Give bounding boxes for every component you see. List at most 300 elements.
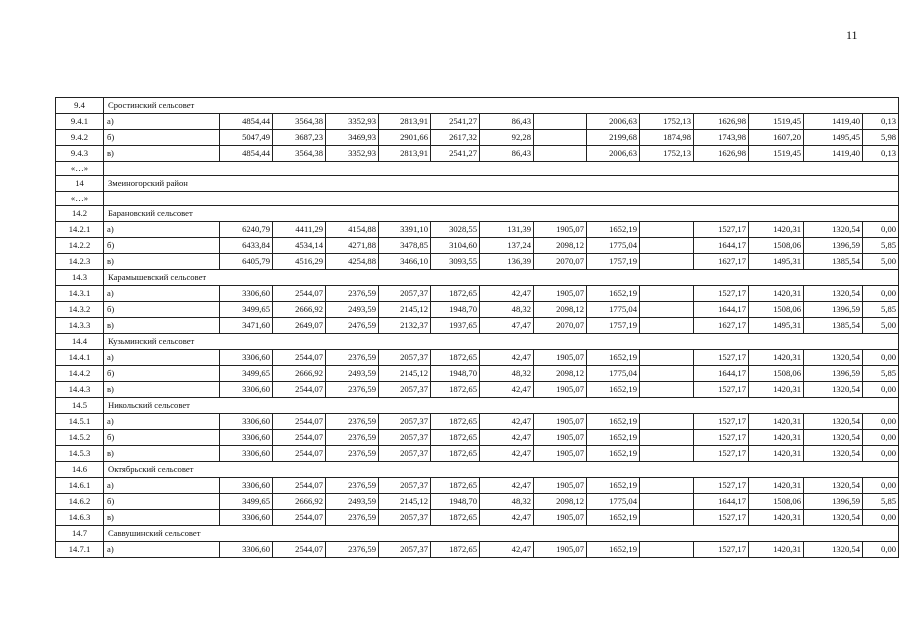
value-cell: 1385,54 <box>804 318 863 334</box>
value-cell: 0,00 <box>863 446 899 462</box>
value-cell: 3306,60 <box>220 446 273 462</box>
row-code: 14.3.1 <box>56 286 104 302</box>
value-cell: 1420,31 <box>749 542 804 558</box>
value-cell: 3093,55 <box>431 254 480 270</box>
value-cell: 1775,04 <box>587 302 640 318</box>
row-option: в) <box>104 446 220 462</box>
value-cell: 1652,19 <box>587 414 640 430</box>
value-cell: 1652,19 <box>587 286 640 302</box>
value-cell: 2493,59 <box>326 366 379 382</box>
value-cell: 2376,59 <box>326 350 379 366</box>
row-code: «…» <box>56 162 104 176</box>
value-cell: 1775,04 <box>587 494 640 510</box>
value-cell: 3499,65 <box>220 494 273 510</box>
value-cell <box>640 542 694 558</box>
value-cell: 1627,17 <box>694 318 749 334</box>
row-code: 14.3.3 <box>56 318 104 334</box>
value-cell: 1652,19 <box>587 430 640 446</box>
table-row <box>56 238 899 254</box>
value-cell: 3306,60 <box>220 286 273 302</box>
value-cell: 1495,31 <box>749 254 804 270</box>
value-cell: 1385,54 <box>804 254 863 270</box>
row-code: 14.7 <box>56 526 104 542</box>
value-cell: 2376,59 <box>326 542 379 558</box>
row-code: 14.6.1 <box>56 478 104 494</box>
table-row <box>56 286 899 302</box>
value-cell: 42,47 <box>480 446 534 462</box>
value-cell: 0,00 <box>863 478 899 494</box>
value-cell: 1519,45 <box>749 114 804 130</box>
value-cell: 1527,17 <box>694 382 749 398</box>
value-cell: 1527,17 <box>694 542 749 558</box>
value-cell: 2132,37 <box>379 318 431 334</box>
value-cell: 0,00 <box>863 382 899 398</box>
value-cell: 1320,54 <box>804 414 863 430</box>
section-title: Сростинский сельсовет <box>104 98 899 114</box>
value-cell: 3306,60 <box>220 478 273 494</box>
value-cell: 0,00 <box>863 542 899 558</box>
value-cell: 5,85 <box>863 494 899 510</box>
value-cell <box>640 382 694 398</box>
table-row <box>56 114 899 130</box>
row-option: а) <box>104 414 220 430</box>
value-cell: 1872,65 <box>431 286 480 302</box>
value-cell: 42,47 <box>480 286 534 302</box>
row-option: в) <box>104 254 220 270</box>
value-cell: 3306,60 <box>220 542 273 558</box>
value-cell: 42,47 <box>480 414 534 430</box>
value-cell: 5047,49 <box>220 130 273 146</box>
value-cell: 2901,66 <box>379 130 431 146</box>
value-cell: 1396,59 <box>804 366 863 382</box>
value-cell: 1905,07 <box>534 542 587 558</box>
row-option: б) <box>104 494 220 510</box>
row-option: в) <box>104 146 220 162</box>
row-option: в) <box>104 318 220 334</box>
row-code: 14.4 <box>56 334 104 350</box>
section-title: Кузьминский сельсовет <box>104 334 899 350</box>
value-cell: 1320,54 <box>804 430 863 446</box>
value-cell: 3466,10 <box>379 254 431 270</box>
value-cell: 1905,07 <box>534 430 587 446</box>
row-option: в) <box>104 510 220 526</box>
value-cell: 1874,98 <box>640 130 694 146</box>
table-row <box>56 302 899 318</box>
value-cell: 1508,06 <box>749 366 804 382</box>
value-cell: 1626,98 <box>694 146 749 162</box>
value-cell: 2070,07 <box>534 318 587 334</box>
value-cell: 3352,93 <box>326 146 379 162</box>
table-row <box>56 446 899 462</box>
value-cell: 86,43 <box>480 114 534 130</box>
value-cell: 2476,59 <box>326 318 379 334</box>
value-cell: 1396,59 <box>804 494 863 510</box>
value-cell: 1320,54 <box>804 510 863 526</box>
row-code: 14.3.2 <box>56 302 104 318</box>
value-cell: 1905,07 <box>534 350 587 366</box>
value-cell: 1527,17 <box>694 510 749 526</box>
value-cell: 3499,65 <box>220 366 273 382</box>
value-cell: 1948,70 <box>431 494 480 510</box>
value-cell: 4271,88 <box>326 238 379 254</box>
value-cell: 1508,06 <box>749 238 804 254</box>
value-cell: 3306,60 <box>220 510 273 526</box>
value-cell: 2541,27 <box>431 146 480 162</box>
value-cell <box>640 414 694 430</box>
value-cell: 2057,37 <box>379 286 431 302</box>
value-cell: 2376,59 <box>326 430 379 446</box>
value-cell <box>640 238 694 254</box>
value-cell: 0,13 <box>863 114 899 130</box>
value-cell: 136,39 <box>480 254 534 270</box>
value-cell: 1495,31 <box>749 318 804 334</box>
value-cell: 1508,06 <box>749 302 804 318</box>
row-code: «…» <box>56 192 104 206</box>
table-row <box>56 510 899 526</box>
row-code: 14.3 <box>56 270 104 286</box>
section-row <box>56 462 899 478</box>
value-cell: 42,47 <box>480 478 534 494</box>
value-cell: 1652,19 <box>587 510 640 526</box>
value-cell: 2813,91 <box>379 114 431 130</box>
value-cell: 2666,92 <box>273 302 326 318</box>
value-cell: 1872,65 <box>431 510 480 526</box>
value-cell: 3028,55 <box>431 222 480 238</box>
value-cell: 2098,12 <box>534 302 587 318</box>
row-code: 9.4.1 <box>56 114 104 130</box>
value-cell: 1905,07 <box>534 510 587 526</box>
value-cell: 6405,79 <box>220 254 273 270</box>
value-cell: 5,85 <box>863 302 899 318</box>
section-row <box>56 398 899 414</box>
value-cell: 1652,19 <box>587 446 640 462</box>
row-code: 14.6 <box>56 462 104 478</box>
row-option: а) <box>104 286 220 302</box>
value-cell: 42,47 <box>480 382 534 398</box>
value-cell: 0,00 <box>863 222 899 238</box>
value-cell: 1905,07 <box>534 478 587 494</box>
tariff-table <box>55 97 899 558</box>
row-option: а) <box>104 542 220 558</box>
value-cell: 1872,65 <box>431 414 480 430</box>
value-cell: 2617,32 <box>431 130 480 146</box>
value-cell: 1752,13 <box>640 146 694 162</box>
ellipsis-cell <box>104 162 899 176</box>
value-cell: 4854,44 <box>220 146 273 162</box>
value-cell <box>640 302 694 318</box>
value-cell: 3306,60 <box>220 414 273 430</box>
value-cell: 1937,65 <box>431 318 480 334</box>
value-cell <box>640 286 694 302</box>
value-cell: 2006,63 <box>587 146 640 162</box>
value-cell: 48,32 <box>480 494 534 510</box>
value-cell: 1495,45 <box>804 130 863 146</box>
value-cell: 3564,38 <box>273 114 326 130</box>
row-option: б) <box>104 366 220 382</box>
value-cell: 2544,07 <box>273 430 326 446</box>
value-cell: 3564,38 <box>273 146 326 162</box>
value-cell: 0,13 <box>863 146 899 162</box>
value-cell: 3104,60 <box>431 238 480 254</box>
table-row <box>56 414 899 430</box>
row-option: б) <box>104 238 220 254</box>
value-cell <box>640 478 694 494</box>
value-cell: 4534,14 <box>273 238 326 254</box>
value-cell: 1872,65 <box>431 382 480 398</box>
value-cell: 0,00 <box>863 350 899 366</box>
value-cell: 2376,59 <box>326 286 379 302</box>
row-option: а) <box>104 478 220 494</box>
row-option: б) <box>104 430 220 446</box>
value-cell: 3687,23 <box>273 130 326 146</box>
row-option: а) <box>104 350 220 366</box>
value-cell: 1420,31 <box>749 350 804 366</box>
section-row <box>56 526 899 542</box>
value-cell: 1652,19 <box>587 350 640 366</box>
value-cell <box>534 130 587 146</box>
value-cell: 1872,65 <box>431 430 480 446</box>
value-cell: 2493,59 <box>326 302 379 318</box>
value-cell: 1905,07 <box>534 382 587 398</box>
value-cell: 2376,59 <box>326 382 379 398</box>
section-row <box>56 334 899 350</box>
value-cell: 5,00 <box>863 318 899 334</box>
value-cell: 1420,31 <box>749 222 804 238</box>
value-cell: 1420,31 <box>749 414 804 430</box>
value-cell: 1527,17 <box>694 222 749 238</box>
table-row <box>56 350 899 366</box>
value-cell: 2544,07 <box>273 446 326 462</box>
value-cell: 1420,31 <box>749 286 804 302</box>
row-code: 14.4.1 <box>56 350 104 366</box>
value-cell: 131,39 <box>480 222 534 238</box>
value-cell: 1607,20 <box>749 130 804 146</box>
value-cell: 2006,63 <box>587 114 640 130</box>
table-row <box>56 382 899 398</box>
row-code: 14.6.3 <box>56 510 104 526</box>
value-cell: 4154,88 <box>326 222 379 238</box>
row-code: 14.6.2 <box>56 494 104 510</box>
ellipsis-cell <box>104 192 899 206</box>
value-cell: 5,98 <box>863 130 899 146</box>
value-cell: 2057,37 <box>379 542 431 558</box>
value-cell: 1320,54 <box>804 542 863 558</box>
value-cell: 1775,04 <box>587 238 640 254</box>
row-code: 9.4.3 <box>56 146 104 162</box>
value-cell: 2666,92 <box>273 494 326 510</box>
value-cell: 1757,19 <box>587 318 640 334</box>
value-cell: 2098,12 <box>534 238 587 254</box>
value-cell: 1320,54 <box>804 478 863 494</box>
value-cell: 2544,07 <box>273 510 326 526</box>
value-cell: 1872,65 <box>431 478 480 494</box>
value-cell: 1644,17 <box>694 238 749 254</box>
value-cell: 2376,59 <box>326 414 379 430</box>
value-cell: 1527,17 <box>694 286 749 302</box>
value-cell: 2666,92 <box>273 366 326 382</box>
value-cell: 1872,65 <box>431 350 480 366</box>
value-cell: 137,24 <box>480 238 534 254</box>
value-cell: 0,00 <box>863 430 899 446</box>
value-cell: 1872,65 <box>431 446 480 462</box>
value-cell: 42,47 <box>480 430 534 446</box>
value-cell: 1775,04 <box>587 366 640 382</box>
value-cell: 1652,19 <box>587 478 640 494</box>
page-number: 11 <box>846 28 858 42</box>
table-row <box>56 130 899 146</box>
value-cell: 2057,37 <box>379 382 431 398</box>
value-cell: 48,32 <box>480 302 534 318</box>
value-cell: 1527,17 <box>694 414 749 430</box>
ellipsis-row <box>56 192 899 206</box>
value-cell: 4516,29 <box>273 254 326 270</box>
value-cell: 3499,65 <box>220 302 273 318</box>
value-cell: 1519,45 <box>749 146 804 162</box>
value-cell: 1627,17 <box>694 254 749 270</box>
value-cell: 2057,37 <box>379 430 431 446</box>
value-cell: 2145,12 <box>379 302 431 318</box>
section-title: Змеиногорский район <box>104 176 899 192</box>
value-cell: 1320,54 <box>804 446 863 462</box>
row-code: 14.2.2 <box>56 238 104 254</box>
value-cell: 2544,07 <box>273 350 326 366</box>
value-cell: 1644,17 <box>694 366 749 382</box>
value-cell: 1320,54 <box>804 222 863 238</box>
value-cell: 2057,37 <box>379 350 431 366</box>
section-title: Никольский сельсовет <box>104 398 899 414</box>
row-code: 14.4.3 <box>56 382 104 398</box>
value-cell: 2493,59 <box>326 494 379 510</box>
value-cell <box>640 430 694 446</box>
value-cell: 1752,13 <box>640 114 694 130</box>
value-cell: 3469,93 <box>326 130 379 146</box>
value-cell: 2145,12 <box>379 366 431 382</box>
value-cell <box>640 366 694 382</box>
value-cell: 1420,31 <box>749 446 804 462</box>
value-cell: 48,32 <box>480 366 534 382</box>
value-cell: 1743,98 <box>694 130 749 146</box>
row-code: 14 <box>56 176 104 192</box>
value-cell: 1948,70 <box>431 366 480 382</box>
value-cell: 2057,37 <box>379 478 431 494</box>
table-row <box>56 366 899 382</box>
row-option: б) <box>104 302 220 318</box>
value-cell: 2376,59 <box>326 510 379 526</box>
value-cell: 1527,17 <box>694 446 749 462</box>
value-cell: 2376,59 <box>326 446 379 462</box>
value-cell <box>640 318 694 334</box>
value-cell <box>640 222 694 238</box>
value-cell: 2544,07 <box>273 286 326 302</box>
value-cell: 2070,07 <box>534 254 587 270</box>
value-cell: 2199,68 <box>587 130 640 146</box>
table-row <box>56 430 899 446</box>
value-cell: 2544,07 <box>273 542 326 558</box>
value-cell: 5,85 <box>863 366 899 382</box>
value-cell <box>640 510 694 526</box>
value-cell: 2098,12 <box>534 366 587 382</box>
value-cell: 92,28 <box>480 130 534 146</box>
value-cell: 1420,31 <box>749 478 804 494</box>
row-code: 14.5.1 <box>56 414 104 430</box>
value-cell: 0,00 <box>863 414 899 430</box>
section-title: Саввушинский сельсовет <box>104 526 899 542</box>
section-row <box>56 206 899 222</box>
value-cell: 1527,17 <box>694 430 749 446</box>
value-cell: 2057,37 <box>379 414 431 430</box>
row-code: 14.2 <box>56 206 104 222</box>
value-cell: 2541,27 <box>431 114 480 130</box>
value-cell: 1396,59 <box>804 238 863 254</box>
value-cell: 1905,07 <box>534 222 587 238</box>
section-row <box>56 176 899 192</box>
row-code: 9.4 <box>56 98 104 114</box>
value-cell <box>640 254 694 270</box>
table-row <box>56 542 899 558</box>
value-cell: 5,00 <box>863 254 899 270</box>
value-cell: 1527,17 <box>694 478 749 494</box>
table-body <box>56 98 899 558</box>
value-cell: 1905,07 <box>534 414 587 430</box>
value-cell: 2813,91 <box>379 146 431 162</box>
value-cell: 2145,12 <box>379 494 431 510</box>
value-cell: 1419,40 <box>804 146 863 162</box>
section-title: Барановский сельсовет <box>104 206 899 222</box>
value-cell: 2057,37 <box>379 446 431 462</box>
row-code: 14.2.1 <box>56 222 104 238</box>
value-cell: 3306,60 <box>220 382 273 398</box>
value-cell: 0,00 <box>863 510 899 526</box>
value-cell: 1757,19 <box>587 254 640 270</box>
value-cell: 1652,19 <box>587 222 640 238</box>
row-option: б) <box>104 130 220 146</box>
value-cell: 1320,54 <box>804 350 863 366</box>
row-code: 14.5.2 <box>56 430 104 446</box>
value-cell: 1872,65 <box>431 542 480 558</box>
table-row <box>56 146 899 162</box>
section-title: Карамышевский сельсовет <box>104 270 899 286</box>
value-cell: 2544,07 <box>273 382 326 398</box>
value-cell: 0,00 <box>863 286 899 302</box>
value-cell: 2057,37 <box>379 510 431 526</box>
value-cell: 86,43 <box>480 146 534 162</box>
value-cell: 1948,70 <box>431 302 480 318</box>
value-cell: 1419,40 <box>804 114 863 130</box>
table-row <box>56 478 899 494</box>
value-cell: 3478,85 <box>379 238 431 254</box>
value-cell: 42,47 <box>480 350 534 366</box>
value-cell: 1652,19 <box>587 382 640 398</box>
value-cell: 1644,17 <box>694 302 749 318</box>
value-cell: 3306,60 <box>220 350 273 366</box>
value-cell: 5,85 <box>863 238 899 254</box>
value-cell: 1396,59 <box>804 302 863 318</box>
row-option: в) <box>104 382 220 398</box>
value-cell <box>534 114 587 130</box>
value-cell: 6240,79 <box>220 222 273 238</box>
value-cell: 2098,12 <box>534 494 587 510</box>
value-cell: 1420,31 <box>749 510 804 526</box>
row-code: 14.7.1 <box>56 542 104 558</box>
value-cell: 1652,19 <box>587 542 640 558</box>
ellipsis-row <box>56 162 899 176</box>
row-option: а) <box>104 222 220 238</box>
section-title: Октябрьский сельсовет <box>104 462 899 478</box>
row-code: 14.5 <box>56 398 104 414</box>
section-row <box>56 270 899 286</box>
table-row <box>56 318 899 334</box>
value-cell: 1527,17 <box>694 350 749 366</box>
